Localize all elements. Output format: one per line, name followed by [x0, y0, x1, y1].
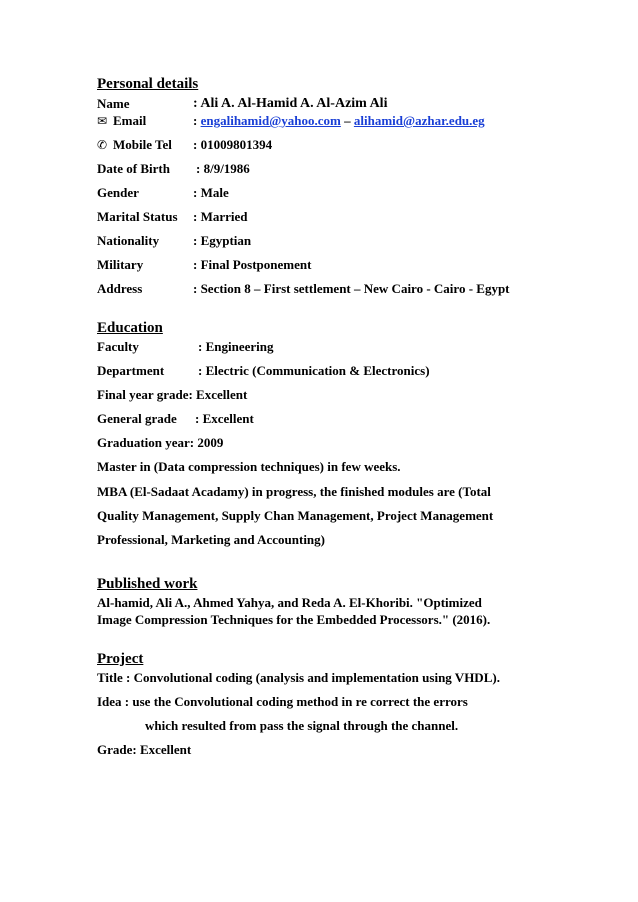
- general-grade-value: : Excellent: [195, 411, 254, 426]
- marital-value: : Married: [193, 209, 248, 224]
- faculty-label: Faculty: [97, 339, 139, 354]
- email-row-label: [97, 113, 146, 129]
- dob-label: Date of Birth: [97, 161, 170, 176]
- nationality-value: : Egyptian: [193, 233, 252, 248]
- publication-line-1: Al-hamid, Ali A., Ahmed Yahya, and Reda A. El-Khoribi. "Optimized: [97, 595, 482, 610]
- email-label: Email: [113, 113, 147, 128]
- mba-line-2: Quality Management, Supply Chan Management, Project Management: [97, 508, 494, 523]
- military-label: Military: [97, 257, 144, 272]
- nationality-label: Nationality: [97, 233, 160, 248]
- name-value: : Ali A. Al-Hamid A. Al-Azim Ali: [193, 96, 388, 111]
- personal-details-heading: Personal details: [97, 76, 199, 92]
- project-grade: Grade: Excellent: [97, 742, 192, 757]
- gender-label: Gender: [97, 185, 139, 200]
- mba-line-1: MBA (El-Sadaat Acadamy) in progress, the finished modules are (Total: [97, 484, 491, 499]
- mba-line-3: Professional, Marketing and Accounting): [97, 532, 325, 547]
- mobile-label: Mobile Tel: [113, 137, 172, 152]
- project-idea-line-2: which resulted from pass the signal through the channel.: [145, 718, 459, 733]
- email-value: [193, 113, 485, 129]
- mobile-row-label: [97, 137, 172, 153]
- envelope-icon: ✉: [97, 114, 108, 128]
- master-line: Master in (Data compression techniques) in few weeks.: [97, 459, 401, 474]
- department-value: : Electric (Communication & Electronics): [198, 363, 430, 378]
- marital-label: Marital Status: [97, 209, 178, 224]
- email-link-yahoo[interactable]: engalihamid@yahoo.com: [200, 113, 341, 128]
- military-value: : Final Postponement: [193, 257, 312, 272]
- email-separator: –: [340, 113, 354, 128]
- address-label: Address: [97, 281, 143, 296]
- address-value: : Section 8 – First settlement – New Cairo - Cairo - Egypt: [193, 281, 510, 296]
- general-grade-label: General grade: [97, 411, 177, 426]
- name-label: Name: [97, 96, 130, 111]
- email-colon: :: [193, 113, 201, 128]
- dob-value: : 8/9/1986: [196, 161, 250, 176]
- department-label: Department: [97, 363, 165, 378]
- email-link-azhar[interactable]: alihamid@azhar.edu.eg: [353, 113, 485, 128]
- education-heading: Education: [97, 320, 163, 336]
- gender-value: : Male: [193, 185, 229, 200]
- mobile-value: : 01009801394: [193, 137, 273, 152]
- publication-line-2: Image Compression Techniques for the Embedded Processors." (2016).: [97, 612, 491, 627]
- project-heading: Project: [97, 651, 144, 667]
- project-idea-line-1: Idea : use the Convolutional coding method in re correct the errors: [97, 694, 468, 709]
- faculty-value: : Engineering: [198, 339, 274, 354]
- phone-icon: ✆: [97, 138, 108, 152]
- graduation-year: Graduation year: 2009: [97, 435, 224, 450]
- published-work-heading: Published work: [97, 576, 198, 592]
- project-title: Title : Convolutional coding (analysis and implementation using VHDL).: [97, 670, 500, 685]
- final-year-grade: Final year grade: Excellent: [97, 387, 248, 402]
